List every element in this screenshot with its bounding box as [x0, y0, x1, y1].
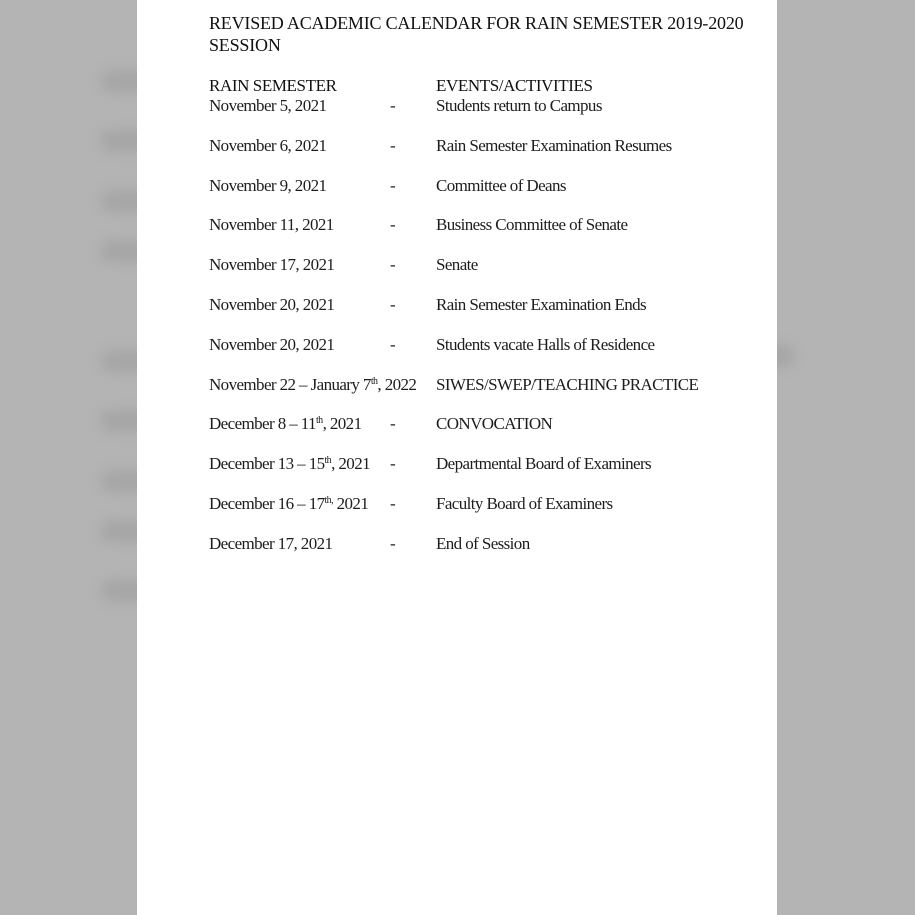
row-event: Business Committee of Senate — [436, 215, 628, 235]
calendar-row — [137, 96, 777, 136]
row-date — [209, 215, 334, 235]
calendar-row — [137, 176, 777, 216]
row-event: Students return to Campus — [436, 96, 602, 115]
row-date-ordinal: th, — [324, 494, 333, 506]
row-event: Rain Semester Examination Resumes — [436, 135, 672, 155]
row-date — [209, 96, 326, 116]
row-date-text: November 9, 2021 — [209, 175, 327, 195]
column-header-events: EVENTS/ACTIVITIES — [436, 76, 593, 95]
row-date-suffix: 2021 — [332, 493, 369, 513]
row-separator: - — [390, 96, 396, 115]
row-date-text: December 13 – 15 — [209, 454, 325, 474]
row-event: Senate — [436, 255, 478, 275]
row-event: CONVOCATION — [436, 414, 553, 434]
row-date — [209, 534, 332, 554]
row-separator: - — [390, 414, 396, 434]
row-date-suffix: , 2022 — [377, 374, 417, 394]
row-event: Faculty Board of Examiners — [436, 493, 613, 513]
row-date-text: November 6, 2021 — [209, 135, 327, 155]
calendar-row — [137, 136, 777, 176]
row-separator: - — [390, 255, 396, 275]
row-date — [209, 136, 326, 156]
row-date — [209, 255, 334, 275]
calendar-row — [137, 534, 777, 574]
row-date — [209, 375, 416, 395]
row-date — [209, 335, 334, 355]
calendar-list — [137, 96, 777, 574]
row-date-ordinal: th — [370, 375, 378, 387]
row-date-text: November 20, 2021 — [209, 334, 335, 354]
row-date-suffix: , 2021 — [331, 454, 370, 474]
row-date-text: November 20, 2021 — [209, 294, 335, 314]
row-separator: - — [390, 294, 396, 314]
calendar-row — [137, 335, 777, 375]
row-separator: - — [390, 135, 396, 155]
row-date — [209, 494, 368, 514]
row-separator: - — [390, 215, 396, 235]
calendar-row — [137, 295, 777, 335]
row-date-text: December 16 – 17 — [209, 493, 325, 513]
row-date-text: December 8 – 11 — [209, 414, 316, 434]
row-date — [209, 414, 361, 434]
row-date-text: November 17, 2021 — [209, 255, 335, 275]
calendar-row — [137, 375, 777, 415]
calendar-row — [137, 494, 777, 534]
row-date-ordinal: th — [315, 415, 323, 427]
row-date-ordinal: th — [324, 455, 332, 467]
row-event: SIWES/SWEP/TEACHING PRACTICE — [436, 374, 699, 394]
row-date-text: November 11, 2021 — [209, 215, 334, 235]
row-separator: - — [390, 533, 396, 553]
calendar-row — [137, 255, 777, 295]
row-event: Committee of Deans — [436, 175, 566, 195]
row-separator: - — [390, 493, 396, 513]
row-date-suffix: , 2021 — [322, 414, 362, 434]
row-separator: - — [390, 454, 396, 474]
row-separator: - — [390, 175, 396, 195]
row-event: Rain Semester Examination Ends — [436, 294, 647, 314]
row-separator: - — [390, 334, 396, 354]
calendar-row — [137, 414, 777, 454]
document-page — [137, 0, 777, 915]
row-event: End of Session — [436, 533, 530, 553]
calendar-row — [137, 215, 777, 255]
row-date — [209, 454, 370, 474]
document-title: REVISED ACADEMIC CALENDAR FOR RAIN SEMESTER 2019-2020 SESSION — [209, 13, 744, 55]
calendar-row — [137, 454, 777, 494]
row-event: Students vacate Halls of Residence — [436, 334, 655, 354]
row-date-text: December 17, 2021 — [209, 533, 333, 553]
column-header-rain-semester: RAIN SEMESTER — [209, 76, 337, 95]
row-date — [209, 295, 334, 315]
row-date — [209, 176, 326, 196]
row-event: Departmental Board of Examiners — [436, 454, 652, 474]
row-date-text: November 5, 2021 — [209, 96, 327, 115]
row-date-text: November 22 – January 7 — [209, 374, 371, 394]
